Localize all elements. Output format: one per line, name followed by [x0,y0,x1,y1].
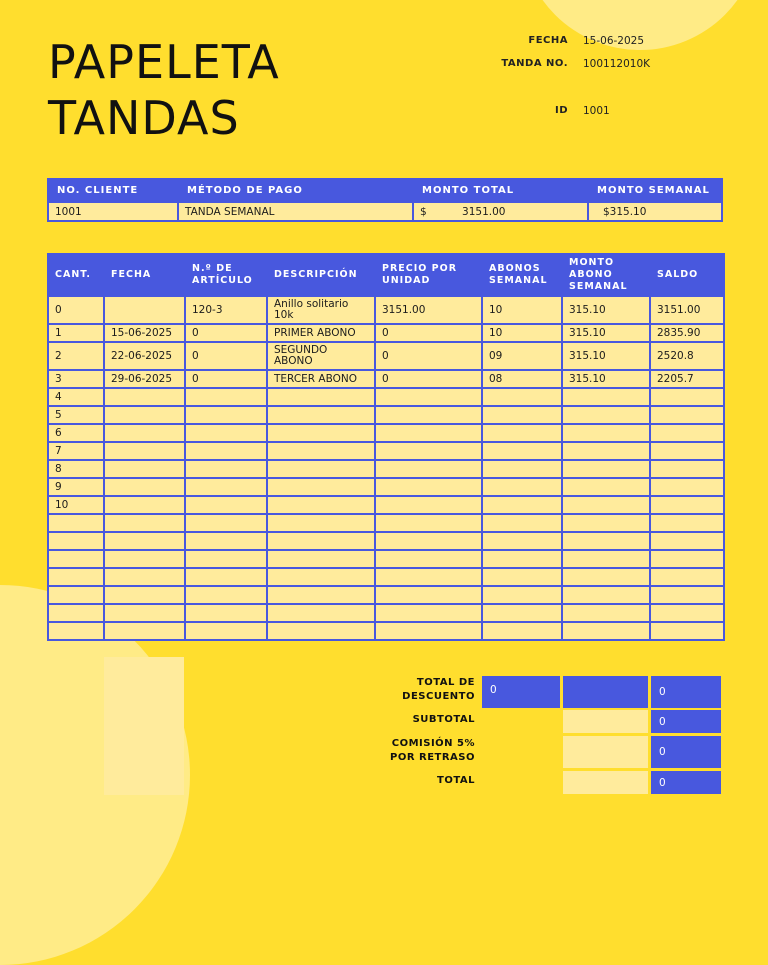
cell-abonos[interactable] [482,442,562,460]
cell-monto[interactable] [562,388,650,406]
client-table-row [48,202,722,221]
cell-descripcion[interactable] [267,586,375,604]
cell-articulo[interactable] [185,460,267,478]
cell-saldo[interactable] [650,604,724,622]
cell-precio[interactable] [375,388,482,406]
cell-monto[interactable] [562,586,650,604]
currency-symbol: $ [420,205,427,218]
cell-descripcion[interactable]: PRIMER ABONO [267,324,375,342]
title-line-1: PAPELETA [48,35,280,89]
cell-precio[interactable] [375,604,482,622]
cell-articulo[interactable] [185,388,267,406]
cell-articulo[interactable] [185,586,267,604]
title-line-2: TANDAS [48,91,240,145]
cell-cant[interactable] [48,622,104,640]
cell-abonos[interactable] [482,460,562,478]
cell-articulo[interactable] [185,424,267,442]
cell-abonos[interactable] [482,478,562,496]
cell-descripcion[interactable]: SEGUNDO ABONO [267,342,375,370]
comision-field-b[interactable] [563,736,648,768]
cell-articulo[interactable]: 120-3 [185,296,267,324]
cell-saldo[interactable] [650,514,724,532]
comision-field-c[interactable]: 0 [651,736,721,768]
table-row [48,514,724,532]
header-abonos: ABONOS SEMANAL [482,254,562,296]
cell-fecha[interactable] [104,388,185,406]
subtotal-field-c[interactable]: 0 [651,710,721,733]
cell-abonos[interactable] [482,514,562,532]
descuento-label-line-2: DESCUENTO [402,691,475,702]
cell-cant[interactable] [48,514,104,532]
cell-precio[interactable] [375,424,482,442]
cell-cant[interactable]: 1 [48,324,104,342]
cell-cant[interactable]: 10 [48,496,104,514]
total-field-c[interactable]: 0 [651,771,721,794]
cell-descripcion[interactable] [267,388,375,406]
table-row [48,568,724,586]
cell-fecha[interactable] [104,514,185,532]
cell-cant[interactable] [48,568,104,586]
page-title [48,34,280,146]
cell-articulo[interactable]: 0 [185,324,267,342]
cell-fecha[interactable] [104,406,185,424]
cell-cant[interactable]: 7 [48,442,104,460]
header-no-cliente: NO. CLIENTE [48,179,178,202]
cell-precio[interactable] [375,442,482,460]
cell-precio[interactable] [375,550,482,568]
cell-saldo[interactable] [650,586,724,604]
header-descripcion: DESCRIPCIÓN [267,254,375,296]
cell-descripcion[interactable] [267,568,375,586]
cell-abonos[interactable] [482,604,562,622]
cell-monto[interactable] [562,496,650,514]
cell-articulo[interactable] [185,568,267,586]
cell-precio[interactable] [375,406,482,424]
cell-fecha[interactable] [104,496,185,514]
cell-monto[interactable] [562,424,650,442]
tanda-label: TANDA NO. [501,58,568,69]
cell-monto[interactable] [562,442,650,460]
cell-cant[interactable]: 8 [48,460,104,478]
comision-label-line-2: POR RETRASO [389,752,475,763]
table-row [48,496,724,514]
cell-articulo[interactable]: 0 [185,342,267,370]
total-label: TOTAL [437,775,475,786]
cell-saldo[interactable] [650,406,724,424]
cell-articulo[interactable] [185,622,267,640]
cell-abonos[interactable] [482,550,562,568]
cell-descripcion[interactable] [267,424,375,442]
cell-descripcion[interactable] [267,496,375,514]
items-table [47,253,725,641]
cell-monto[interactable] [562,568,650,586]
cell-abonos[interactable] [482,496,562,514]
decorative-column-block [104,657,184,795]
cell-saldo[interactable] [650,424,724,442]
cell-fecha[interactable]: 15-06-2025 [104,324,185,342]
cell-no-cliente[interactable]: 1001 [48,202,178,221]
header-monto-total: MONTO TOTAL [413,179,588,202]
cell-descripcion[interactable] [267,460,375,478]
table-row [48,370,724,388]
header-articulo: N.º DE ARTÍCULO [185,254,267,296]
cell-articulo[interactable] [185,604,267,622]
cell-descripcion[interactable] [267,514,375,532]
table-row [48,550,724,568]
cell-monto[interactable]: 315.10 [562,296,650,324]
cell-saldo[interactable]: 2520.8 [650,342,724,370]
cell-descripcion[interactable] [267,442,375,460]
cell-fecha[interactable] [104,478,185,496]
table-row [48,442,724,460]
header-precio: PRECIO POR UNIDAD [375,254,482,296]
cell-precio[interactable] [375,568,482,586]
cell-precio[interactable]: 0 [375,342,482,370]
header-saldo: SALDO [650,254,724,296]
table-row [48,342,724,370]
descuento-field-b[interactable] [563,676,648,708]
cell-abonos[interactable]: 09 [482,342,562,370]
cell-precio[interactable] [375,586,482,604]
fecha-label: FECHA [528,35,568,46]
cell-fecha[interactable] [104,442,185,460]
cell-monto[interactable] [562,604,650,622]
table-row [48,478,724,496]
cell-cant[interactable] [48,604,104,622]
items-table-header [48,254,724,296]
cell-monto[interactable] [562,550,650,568]
cell-monto[interactable] [562,406,650,424]
cell-fecha[interactable] [104,550,185,568]
cell-saldo[interactable] [650,478,724,496]
cell-descripcion[interactable] [267,550,375,568]
cell-monto[interactable] [562,514,650,532]
cell-fecha[interactable] [104,586,185,604]
id-label: ID [554,105,568,116]
cell-cant[interactable]: 0 [48,296,104,324]
cell-abonos[interactable] [482,532,562,550]
cell-descripcion[interactable] [267,406,375,424]
cell-saldo[interactable] [650,622,724,640]
cell-precio[interactable] [375,496,482,514]
tanda-value[interactable]: 100112010K [583,58,651,70]
cell-abonos[interactable]: 08 [482,370,562,388]
cell-saldo[interactable]: 2205.7 [650,370,724,388]
cell-fecha[interactable]: 22-06-2025 [104,342,185,370]
cell-saldo[interactable] [650,460,724,478]
cell-monto[interactable] [562,532,650,550]
cell-fecha[interactable] [104,622,185,640]
total-field-b[interactable] [563,771,648,794]
cell-descripcion[interactable]: TERCER ABONO [267,370,375,388]
cell-precio[interactable] [375,532,482,550]
cell-articulo[interactable] [185,406,267,424]
table-row [48,604,724,622]
cell-articulo[interactable] [185,478,267,496]
cell-descripcion[interactable] [267,622,375,640]
cell-cant[interactable] [48,550,104,568]
cell-descripcion[interactable] [267,478,375,496]
table-row [48,324,724,342]
cell-monto[interactable] [562,478,650,496]
table-row [48,460,724,478]
cell-abonos[interactable] [482,586,562,604]
cell-saldo[interactable] [650,550,724,568]
cell-monto[interactable] [562,622,650,640]
table-row [48,296,724,324]
client-table-header [48,179,722,202]
cell-fecha[interactable] [104,532,185,550]
table-row [48,532,724,550]
header-metodo-pago: MÉTODO DE PAGO [178,179,413,202]
cell-cant[interactable]: 6 [48,424,104,442]
cell-saldo[interactable]: 3151.00 [650,296,724,324]
header-cant: CANT. [48,254,104,296]
descuento-field-c[interactable]: 0 [651,676,721,708]
cell-monto-total[interactable] [413,202,588,221]
id-value[interactable]: 1001 [583,105,610,117]
cell-saldo[interactable] [650,496,724,514]
header-monto-semanal: MONTO SEMANAL [588,179,722,202]
cell-abonos[interactable] [482,424,562,442]
descuento-label [380,676,475,704]
cell-cant[interactable]: 5 [48,406,104,424]
cell-articulo[interactable] [185,496,267,514]
cell-cant[interactable]: 9 [48,478,104,496]
cell-fecha[interactable]: 29-06-2025 [104,370,185,388]
cell-articulo[interactable] [185,514,267,532]
fecha-value[interactable]: 15-06-2025 [583,35,645,47]
table-row [48,406,724,424]
cell-monto[interactable]: 315.10 [562,342,650,370]
cell-articulo[interactable] [185,550,267,568]
cell-fecha[interactable] [104,296,185,324]
cell-cant[interactable]: 2 [48,342,104,370]
cell-precio[interactable] [375,514,482,532]
cell-saldo[interactable] [650,388,724,406]
cell-precio[interactable]: 3151.00 [375,296,482,324]
subtotal-label: SUBTOTAL [412,714,475,725]
cell-metodo-pago[interactable]: TANDA SEMANAL [178,202,413,221]
comision-label-line-1: COMISIÓN 5% [391,738,475,749]
cell-saldo[interactable]: 2835.90 [650,324,724,342]
descuento-label-line-1: TOTAL DE [416,677,475,688]
table-row [48,388,724,406]
cell-abonos[interactable] [482,568,562,586]
cell-descripcion[interactable]: Anillo solitario 10k [267,296,375,324]
cell-fecha[interactable] [104,604,185,622]
cell-fecha[interactable] [104,460,185,478]
descuento-field-a[interactable]: 0 [482,676,560,708]
cell-abonos[interactable]: 10 [482,324,562,342]
items-table-body [48,296,724,640]
cell-precio[interactable] [375,622,482,640]
cell-saldo[interactable] [650,532,724,550]
cell-abonos[interactable] [482,622,562,640]
cell-descripcion[interactable] [267,604,375,622]
cell-articulo[interactable] [185,442,267,460]
cell-monto-semanal[interactable]: $315.10 [588,202,722,221]
cell-saldo[interactable] [650,442,724,460]
table-row [48,424,724,442]
comision-label [370,737,475,765]
table-row [48,622,724,640]
cell-abonos[interactable]: 10 [482,296,562,324]
header-fecha: FECHA [104,254,185,296]
header-monto-abono: MONTO ABONO SEMANAL [562,254,650,296]
cell-abonos[interactable] [482,388,562,406]
cell-articulo[interactable]: 0 [185,370,267,388]
cell-fecha[interactable] [104,568,185,586]
cell-descripcion[interactable] [267,532,375,550]
cell-articulo[interactable] [185,532,267,550]
cell-cant[interactable] [48,586,104,604]
cell-precio[interactable]: 0 [375,324,482,342]
cell-cant[interactable] [48,532,104,550]
cell-abonos[interactable] [482,406,562,424]
client-table [47,178,723,222]
subtotal-field-b[interactable] [563,710,648,733]
cell-saldo[interactable] [650,568,724,586]
cell-monto[interactable]: 315.10 [562,324,650,342]
cell-monto[interactable]: 315.10 [562,370,650,388]
table-row [48,586,724,604]
cell-fecha[interactable] [104,424,185,442]
cell-cant[interactable]: 4 [48,388,104,406]
monto-total-value: 3151.00 [462,205,506,218]
cell-cant[interactable]: 3 [48,370,104,388]
cell-precio[interactable]: 0 [375,370,482,388]
cell-monto[interactable] [562,460,650,478]
cell-precio[interactable] [375,478,482,496]
cell-precio[interactable] [375,460,482,478]
